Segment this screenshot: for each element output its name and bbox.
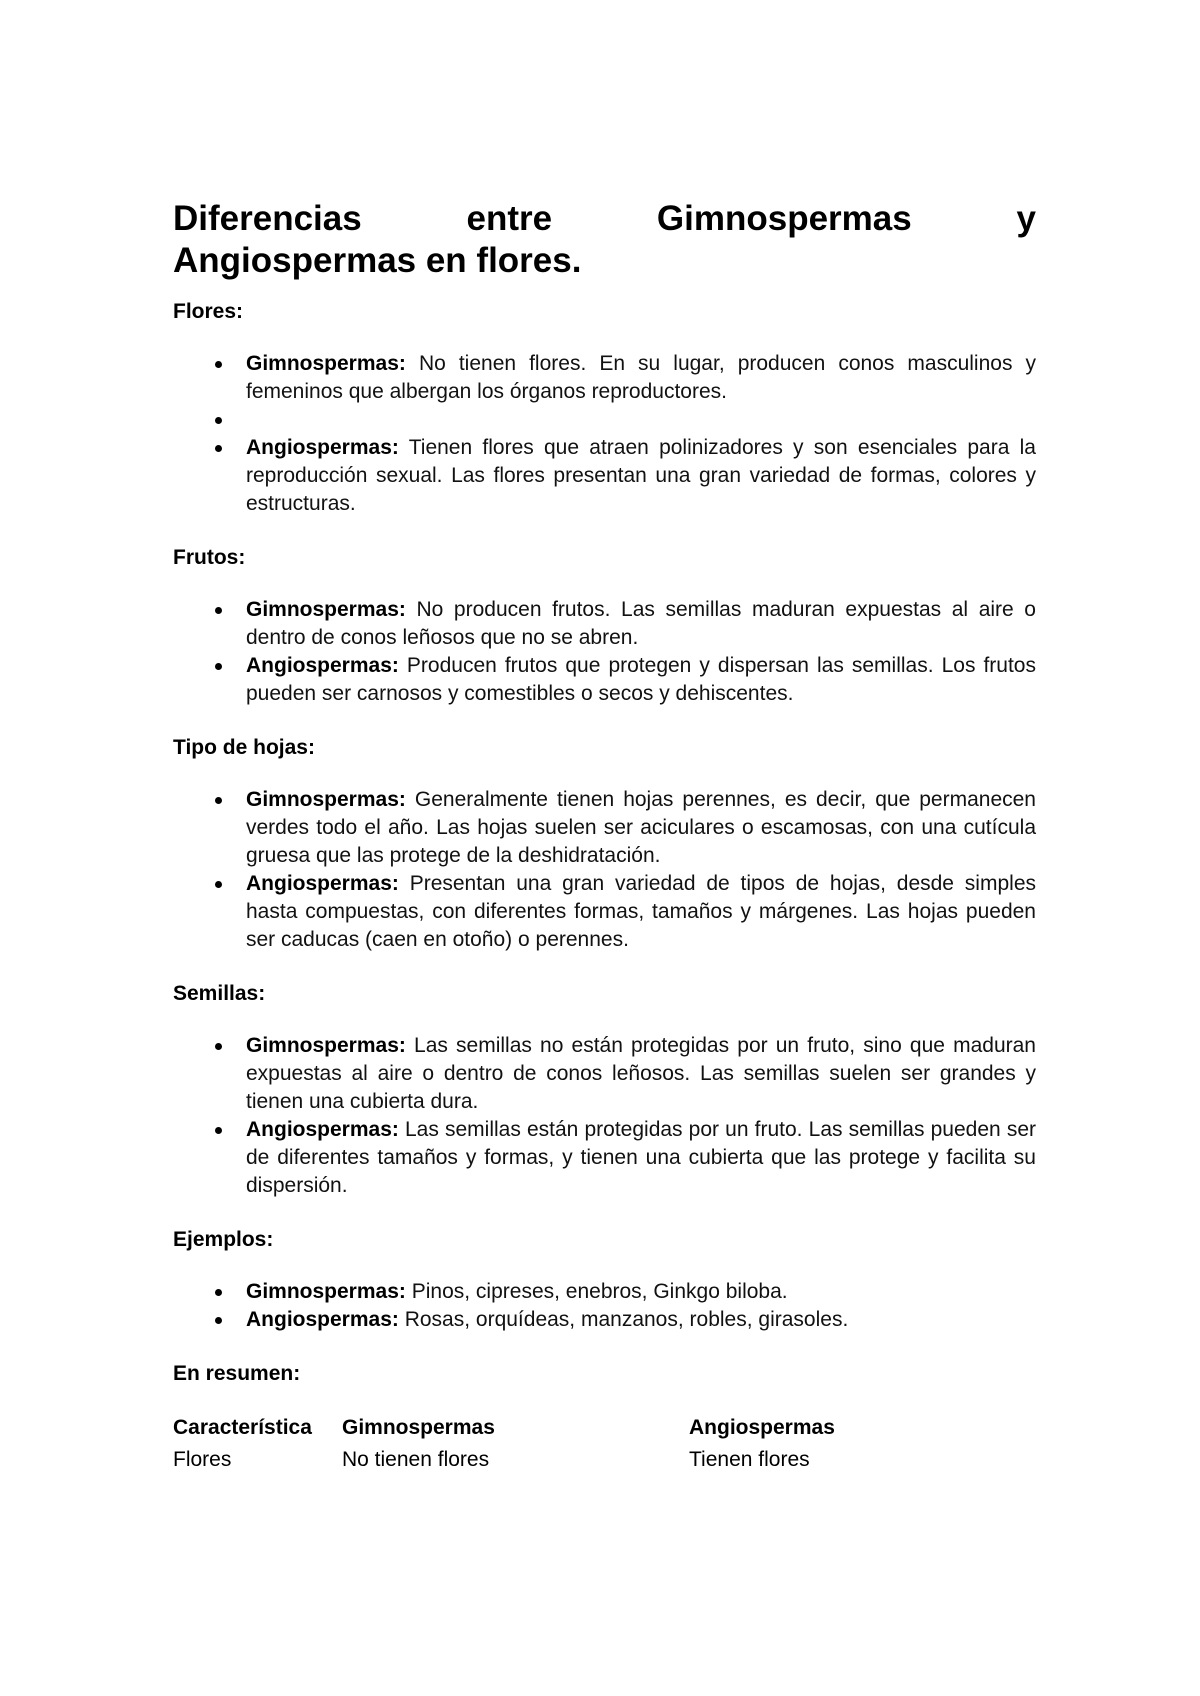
item-term: Gimnospermas: (246, 1280, 406, 1303)
item-term: Angiospermas: (246, 1118, 399, 1141)
table-cell: No tienen flores (342, 1448, 490, 1471)
list-item (173, 1032, 1036, 1116)
section-summary (173, 1360, 1036, 1476)
bullet-list (173, 1278, 1036, 1334)
item-text: Rosas, orquídeas, manzanos, robles, girasoles. (398, 1308, 849, 1331)
section-frutos (173, 544, 1036, 708)
item-term: Angiospermas: (246, 436, 399, 459)
item-text: No producen frutos. Las semillas maduran expuestas al aire o dentro de conos leñosos que no se abren. (246, 598, 1036, 649)
item-text: Producen frutos que protegen y dispersan las semillas. Los frutos pueden ser carnosos y comestibles o secos y dehiscentes. (246, 654, 1036, 705)
section-semillas (173, 980, 1036, 1200)
item-text: Presentan una gran variedad de tipos de hojas, desde simples hasta compuestas, con diferentes formas, tamaños y márgenes. Las hojas pueden ser caducas (caen en otoño) o perennes. (246, 872, 1036, 951)
table-header: Gimnospermas (342, 1416, 495, 1439)
item-text: Generalmente tienen hojas perennes, es decir, que permanecen verdes todo el año. Las hojas suelen ser aciculares o escamosas, con una cutícula gruesa que las protege de la deshidratación. (246, 788, 1036, 867)
item-term: Gimnospermas: (246, 1034, 406, 1057)
section-flores (173, 298, 1036, 518)
summary-table (173, 1412, 1036, 1476)
section-heading: Tipo de hojas: (173, 736, 315, 759)
item-text: Las semillas están protegidas por un fruto. Las semillas pueden ser de diferentes tamaños y formas, y tienen una cubierta que las protege y facilita su dispersión. (246, 1118, 1036, 1197)
section-heading: Flores: (173, 300, 244, 323)
item-term: Gimnospermas: (246, 788, 406, 811)
item-term: Angiospermas: (246, 1308, 399, 1331)
section-heading: Ejemplos: (173, 1228, 274, 1251)
title-word: entre (466, 199, 553, 238)
item-term: Angiospermas: (246, 872, 399, 895)
section-ejemplos (173, 1226, 1036, 1334)
item-text: Pinos, cipreses, enebros, Ginkgo biloba. (405, 1280, 788, 1303)
bullet-list (173, 350, 1036, 518)
table-header: Angiospermas (689, 1416, 835, 1439)
table-cell: Flores (173, 1448, 232, 1471)
list-item (173, 870, 1036, 954)
title-word: y (1016, 199, 1036, 238)
document-page (173, 198, 1036, 1476)
bullet-list (173, 786, 1036, 954)
item-term: Angiospermas: (246, 654, 399, 677)
item-term: Gimnospermas: (246, 598, 406, 621)
bullet-list (173, 596, 1036, 708)
table-cell: Tienen flores (689, 1448, 810, 1471)
title-line-1 (173, 198, 1036, 240)
item-term: Gimnospermas: (246, 352, 406, 375)
list-item (173, 434, 1036, 518)
list-item (173, 786, 1036, 870)
section-heading: En resumen: (173, 1362, 301, 1385)
item-text: No tienen flores. En su lugar, producen conos masculinos y femeninos que albergan los órganos reproductores. (246, 352, 1036, 403)
list-item (173, 652, 1036, 708)
list-item-empty (173, 406, 1036, 434)
list-item (173, 596, 1036, 652)
title-word: Gimnospermas (656, 199, 912, 238)
item-text: Las semillas no están protegidas por un fruto, sino que maduran expuestas al aire o dentro de conos leñosos. Las semillas suelen ser grandes y tienen una cubierta dura. (246, 1034, 1036, 1113)
table-header: Característica (173, 1416, 312, 1439)
list-item (173, 1278, 1036, 1306)
section-heading: Frutos: (173, 546, 246, 569)
section-heading: Semillas: (173, 982, 266, 1005)
item-text: Tienen flores que atraen polinizadores y son esenciales para la reproducción sexual. Las flores presentan una gran variedad de formas, colores y estructuras. (246, 436, 1036, 515)
section-tipo-de-hojas (173, 734, 1036, 954)
bullet-list (173, 1032, 1036, 1200)
title-line-2: Angiospermas en flores. (173, 241, 582, 280)
list-item (173, 1116, 1036, 1200)
document-title (173, 198, 1036, 282)
list-item (173, 1306, 1036, 1334)
list-item (173, 350, 1036, 406)
title-word: Diferencias (173, 199, 362, 238)
